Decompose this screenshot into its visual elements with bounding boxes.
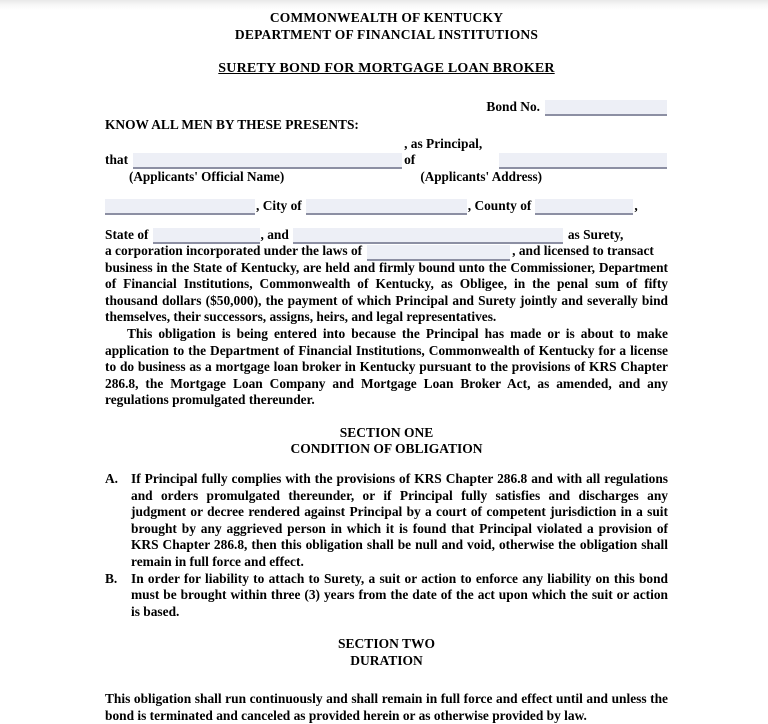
county-label: , County of [467,198,532,213]
corporation-law-row [105,243,668,260]
know-all-men-label: KNOW ALL MEN BY THESE PRESENTS: [105,117,359,132]
corporation-suffix-text: , and licensed to transact [512,243,654,258]
know-all-men-row [105,117,668,133]
county-field[interactable] [535,199,633,215]
principal-name-field[interactable] [133,153,402,169]
applicants-official-name-caption: (Applicants' Official Name) [129,169,285,184]
recital-paragraph: business in the State of Kentucky, are held and firmly bound unto the Commissioner, Department of Financial Institutions, Commonwealth of Kentucky, as Obligee, in the penal sum of fifty thousand dollars ($50,000), the payment of which Principal and Surety jointly and severally bind themselves, their successors, assigns, heirs, and legal representatives. [105,259,668,325]
that-label: that [105,152,129,167]
field-captions-row [105,169,668,185]
list-item [105,471,668,571]
page-title-text: SURETY BOND FOR MORTGAGE LOAN BROKER [218,61,555,76]
list-item-marker: A. [105,470,119,486]
agency-header-line-2: DEPARTMENT OF FINANCIAL INSTITUTIONS [234,27,539,42]
list-item-text: If Principal fully complies with the provisions of KRS Chapter 286.8 and with all regulations and orders promulgated thereunder, or if Principal fully satisfies and discharges any judgment or decree rendered against Principal by a court of competent jurisdiction in a suit brought by any aggrieved person in which it is found that Principal violated a provision of KRS Chapter 286.8, then this obligation shall be null and void, otherwise the obligation shall remain in full force and effect. [131,470,668,569]
agency-header-line-1: COMMONWEALTH OF KENTUCKY [269,10,504,25]
city-county-row [105,198,668,214]
section-two-heading: DURATION [350,652,423,668]
condition-list [105,471,668,620]
page-title [105,61,668,77]
as-principal-of-label: , as Principal, of [404,136,483,167]
section-one-number: SECTION ONE [339,424,434,440]
city-label: , City of [256,198,302,213]
surety-name-field[interactable] [293,228,563,244]
applicants-address-caption: (Applicants' Address) [420,169,543,184]
city-field[interactable] [306,199,467,215]
county-trailing-comma: , [634,198,638,213]
bond-number-label: Bond No. [486,99,540,114]
as-surety-label: as Surety, [567,227,624,242]
bond-number-field[interactable] [545,100,667,116]
bond-number-row [105,99,668,115]
principal-address-field[interactable] [499,153,667,169]
list-item-marker: B. [105,570,118,586]
principal-row [105,136,668,168]
corporation-state-field[interactable] [367,245,510,261]
obligation-paragraph: This obligation is being entered into because the Principal has made or is about to make application to the Department of Financial Institutions, Commonwealth of Kentucky for a license to do business as a mortgage loan broker in Kentucky pursuant to the provisions of KRS Chapter 286.8, the Mortgage Loan Company and Mortgage Loan Broker Act, as amended, and any regulations promulgated thereunder. [105,325,668,408]
section-one-heading: CONDITION OF OBLIGATION [290,441,483,457]
list-item-text: In order for liability to attach to Surety, a suit or action to enforce any liability on this bond must be brought within three (3) years from the date of the act upon which the suit or action is based. [131,570,668,619]
duration-paragraph: This obligation shall run continuously and shall remain in full force and effect until and unless the bond is terminated and canceled as provided herein or as otherwise provided by law. [105,691,668,723]
section-two-number: SECTION TWO [338,636,435,652]
and-label: , and [260,227,289,242]
state-label: State of [105,227,149,242]
list-item [105,571,668,621]
state-surety-row [105,227,668,243]
state-field[interactable] [153,228,260,244]
corporation-prefix-text: a corporation incorporated under the laws of [105,243,363,258]
street-address-field[interactable] [105,199,255,215]
